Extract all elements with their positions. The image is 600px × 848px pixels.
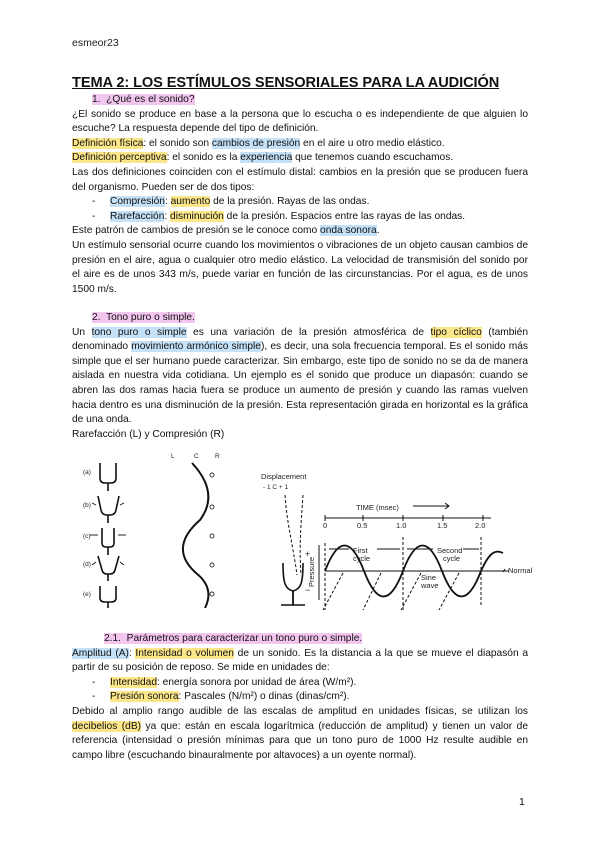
text-run: Un — [72, 326, 92, 338]
highlight-sound-wave: onda sonora — [320, 225, 377, 237]
tuning-fork-e — [100, 586, 116, 602]
sensory-stimulus-paragraph: Un estímulo sensorial ocurre cuando los movimientos o vibraciones de un objeto causan cambios de presión en el aire, agua o cualquier otro medio elástico. La velocidad de transmisión del sonido por el aire es de unos 343 m/s, puede variar en función de las circunstancias. Por el agua, es de unos 1500 m/s. — [72, 239, 528, 295]
text-run: : Pascales (N/m²) o dinas (dinas/cm²). — [178, 691, 350, 703]
pressure-plus-sign: + — [305, 549, 311, 559]
bullet-sound-pressure-label: Presión sonora — [110, 691, 179, 703]
pressure-minus-sign: − — [305, 585, 311, 595]
highlight-experience: experiencia — [240, 152, 293, 164]
text-run: de un sonido. Es la distancia a la que se mueve el diapasón a partir de su posición de reposo. Se mide en unidades de: — [72, 647, 528, 674]
pure-tone-paragraph — [72, 326, 528, 428]
time-tick-3: 1.5 — [437, 521, 448, 530]
displacement-ticks: - 1 C + 1 — [263, 484, 289, 491]
definitions-coincide: Las dos definiciones coinciden con el estímulo distal: cambios en la presión que se producen fuera del organismo. Pueden ser de dos tipos: — [72, 166, 528, 193]
section-2-1-heading — [72, 632, 528, 647]
section-1-title: ¿Qué es el sonido? — [106, 94, 195, 105]
tuning-fork-base — [283, 563, 303, 591]
definition-physical-label: Definición física — [72, 137, 144, 149]
highlight-decibels: decibelios (dB) — [72, 720, 142, 732]
first-cycle-label-2: cycle — [353, 554, 371, 563]
text-run: : — [164, 210, 171, 222]
text-run: Este patrón de cambios de presión se le conoce como — [72, 225, 321, 237]
section-2-1 — [72, 632, 528, 763]
definition-perceptual-label: Definición perceptiva — [72, 152, 167, 164]
text-run: . — [376, 225, 380, 237]
section-2-1-number: 2.1. — [104, 633, 121, 644]
figure-caption: Rarefacción (L) y Compresión (R) — [72, 428, 225, 440]
sine-label-1: Sine — [421, 573, 437, 582]
second-cycle-label-2: cycle — [443, 554, 461, 563]
time-tick-1: 0.5 — [357, 521, 368, 530]
text-run: de la presión. Espacios entre las rayas de las ondas. — [223, 210, 466, 222]
highlight-simple-harmonic: movimiento armónico simple — [131, 341, 261, 353]
text-run: en el aire u otro medio elástico. — [300, 137, 445, 149]
page-number: 1 — [519, 796, 525, 808]
section-1-heading — [72, 93, 528, 108]
tuning-fork-d — [98, 556, 119, 574]
time-tick-0: 0 — [323, 521, 328, 530]
col-label-c: C — [194, 453, 199, 460]
time-tick-4: 2.0 — [475, 521, 486, 530]
text-run: : el sonido son — [143, 137, 212, 149]
marker-d — [210, 563, 214, 567]
row-label-c: (c) — [83, 533, 91, 540]
row-label-e: (e) — [83, 591, 91, 598]
section-1-number: 1. — [92, 94, 101, 105]
bullet-rarefaction-label: Rarefacción — [110, 210, 165, 222]
amplitude-paragraph — [72, 647, 528, 676]
document-title: TEMA 2: LOS ESTÍMULOS SENSORIALES PARA LA AUDICIÓN — [72, 75, 500, 91]
text-run: : energía sonora por unidad de área (W/m²). — [157, 676, 357, 688]
bullet-sound-pressure: - Presión sonora: Pascales (N/m²) o dinas (dinas/cm²). — [92, 691, 350, 703]
time-tick-2: 1.0 — [396, 521, 407, 530]
section-2-number: 2. — [92, 312, 101, 323]
first-cycle-label-1: First — [353, 546, 368, 555]
text-run: Debido al amplio rango audible de las escalas de amplitud en unidades físicas, se utilizan los — [72, 705, 528, 717]
text-run: : — [128, 647, 136, 659]
sound-wave-pattern — [72, 224, 528, 239]
row-label-b: (b) — [83, 502, 91, 509]
definition-perceptual — [72, 151, 528, 166]
tuning-fork-a — [100, 463, 116, 483]
col-label-r: R — [215, 453, 220, 460]
pressure-axis-label: Pressure — [307, 556, 316, 587]
section-1-intro: ¿El sonido se produce en base a la persona que lo escucha o es independiente de que alguien lo escuche? La respuesta depende del tipo de definición. — [72, 108, 528, 135]
text-run: de la presión. Rayas de las ondas. — [210, 196, 370, 208]
bullet-intensity-label: Intensidad — [110, 676, 158, 688]
normal-label: Normal — [508, 566, 533, 575]
highlight-increase: aumento — [170, 196, 211, 208]
section-2 — [72, 311, 528, 442]
text-run: ya que: están en escala logarítmica (reducción de amplitud) y tienen un valor de referencia (intensidad o presión mínimas para que un tono puro de 1000 Hz resulte audible en campo libre (escuchando binauralmente por altavoces) a un oyente normal). — [72, 720, 528, 761]
pressure-time-figure — [253, 465, 543, 615]
amplitude-label: Amplitud (A) — [72, 647, 129, 659]
marker-a — [210, 473, 214, 477]
bullet-rarefaction: - Rarefacción: disminución de la presión. Espacios entre las rayas de las ondas. — [92, 210, 466, 222]
text-run: : el sonido es la — [166, 152, 241, 164]
text-run: que tenemos cuando escuchamos. — [292, 152, 454, 164]
highlight-cyclic-type: tipo cíclico — [430, 326, 482, 338]
definition-physical — [72, 137, 528, 152]
bullet-intensity: - Intensidad: energía sonora por unidad de área (W/m²). — [92, 676, 357, 688]
text-run: es una variación de la presión atmosférica de — [186, 326, 431, 338]
col-label-l: L — [171, 453, 175, 460]
section-1 — [72, 93, 528, 297]
highlight-pressure-changes: cambios de presión — [211, 137, 301, 149]
section-2-heading — [72, 311, 528, 326]
tuning-fork-b — [98, 496, 119, 515]
tuning-fork-phases-figure — [80, 448, 245, 608]
marker-b — [210, 505, 214, 509]
bullet-compression: - Compresión: aumento de la presión. Rayas de las ondas. — [92, 196, 370, 208]
marker-e — [210, 592, 214, 596]
section-2-title: Tono puro o simple. — [105, 312, 195, 323]
tuning-fork-c — [102, 528, 114, 547]
marker-c — [210, 534, 214, 538]
time-axis-label: TIME (msec) — [356, 503, 399, 512]
decibels-paragraph — [72, 705, 528, 763]
text-run: : — [164, 196, 171, 208]
highlight-intensity-volume: Intensidad o volumen — [135, 647, 234, 659]
section-2-1-title: Parámetros para caracterizar un tono puro o simple. — [126, 633, 363, 644]
row-label-a: (a) — [83, 469, 91, 476]
second-cycle-label-1: Second — [437, 546, 463, 555]
fork-prong-dashed-left — [285, 495, 297, 575]
author-header: esmeor23 — [72, 37, 119, 49]
highlight-pure-tone: tono puro o simple — [91, 326, 187, 338]
displacement-label: Displacement — [261, 472, 307, 481]
bullet-compression-label: Compresión — [110, 196, 165, 208]
displacement-curve — [183, 463, 209, 608]
highlight-decrease: disminución — [170, 210, 224, 222]
sine-label-2: wave — [421, 581, 439, 590]
text-run: ), es decir, una sola frecuencia temporal. Es el sonido más simple que el ser humano puede caracterizar. Sin embargo, este tipo de sonido no se da de manera aislada en nuestra vida cotidiana. Un ejemplo es el sonido que produce un diapasón: cuando se abren las dos ramas hacia fuera se produce un aumento de presión y cuando las ramas vuelven hacia dentro es una disminución de la presión. Esta representación girada en horizontal es la gráfica de una onda. — [72, 341, 528, 426]
text-run: (también denominado — [72, 326, 528, 353]
row-label-d: (d) — [83, 561, 91, 568]
